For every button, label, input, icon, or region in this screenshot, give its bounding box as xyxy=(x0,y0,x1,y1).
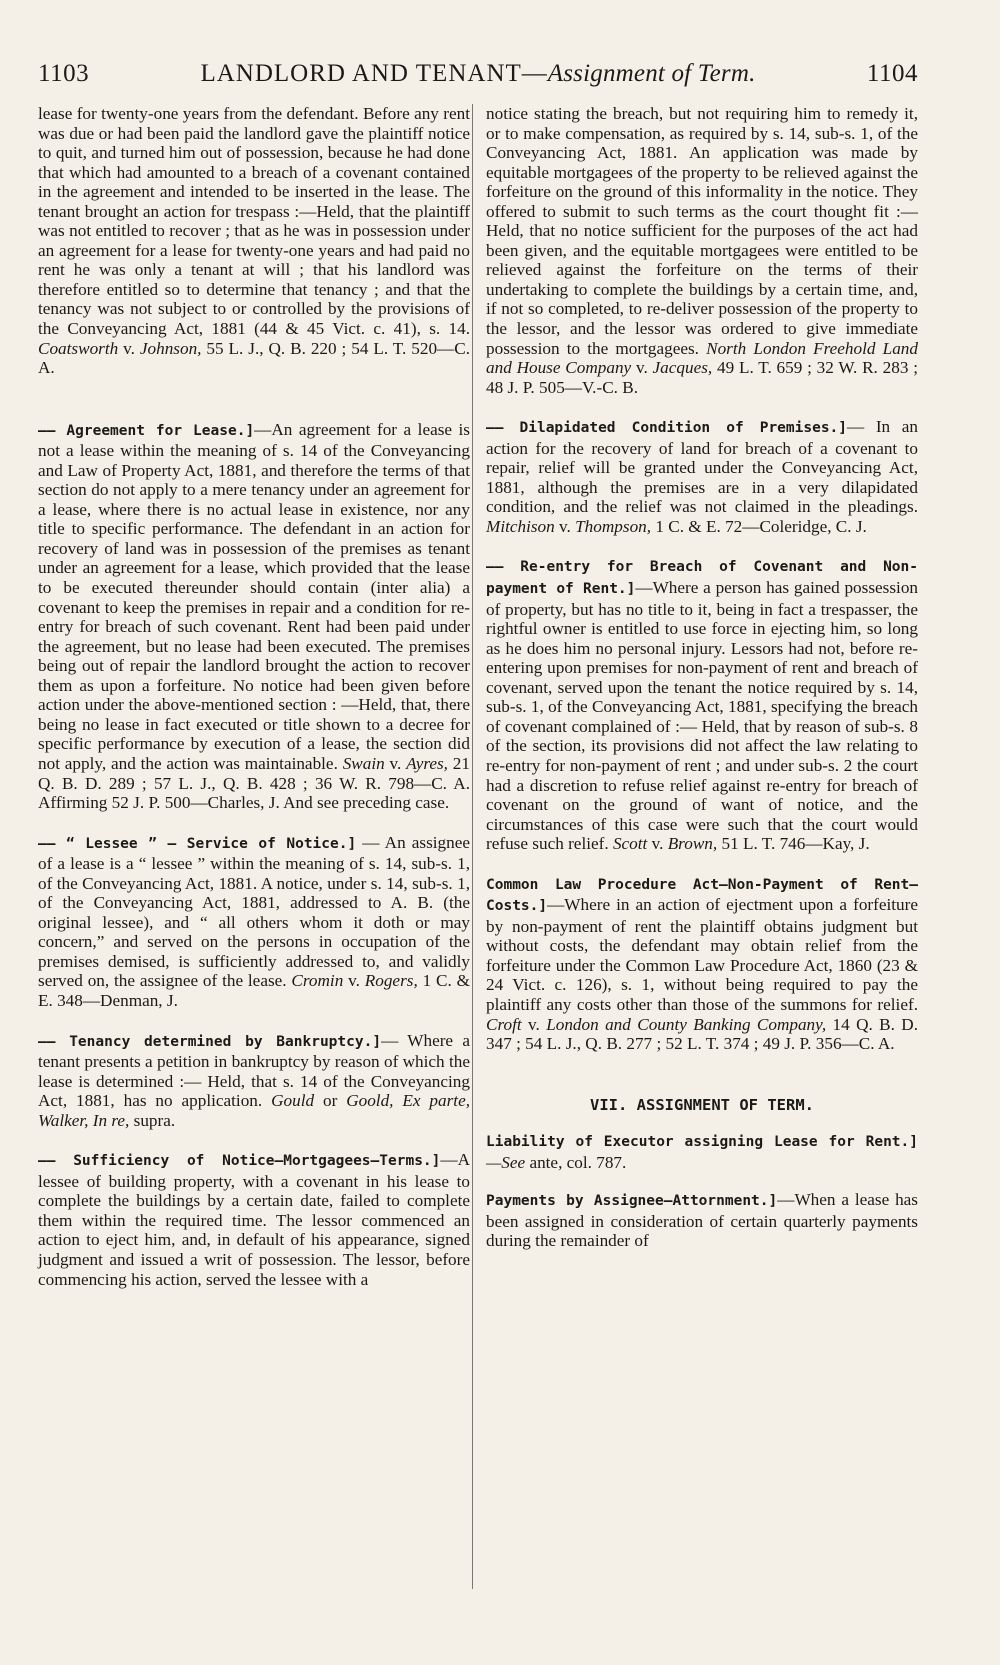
case-name: Croft xyxy=(486,1014,522,1034)
case-name: Brown, xyxy=(667,834,718,854)
entry-text: —Where in an action of ejectment upon a forfeiture by non-payment of rent the plaintiff obtains judgment but without costs, the defendant may obtain relief from the forfeiture under the Common Law Procedure Act, 1860 (23 & 24 Vict. c. 126), s. 1, without being required to pay the plaintiff any costs other than those of the summons for relief. xyxy=(486,895,918,1014)
citation: supra. xyxy=(129,1110,176,1130)
case-versus: v. xyxy=(554,516,576,536)
case-name: Thompson, xyxy=(575,516,652,536)
case-versus: v. xyxy=(118,338,140,358)
citation: 14 Q. B. D. 347 ; 54 L. J., Q. B. 277 ; 52 L. T. 374 ; 49 J. P. 356—C. A. xyxy=(486,1014,918,1054)
entry-paragraph xyxy=(486,104,918,397)
running-title xyxy=(200,60,755,88)
citation: ante, col. 787. xyxy=(525,1152,627,1172)
case-or: or xyxy=(314,1091,347,1111)
case-name: Gould xyxy=(271,1091,315,1111)
case-name: Swain xyxy=(342,753,385,773)
entry-heading: Common Law Procedure Act—Non-Payment of Rent—Costs.] xyxy=(486,876,918,915)
case-name: Cromin xyxy=(291,971,344,991)
case-name: Goold, Ex parte, Walker, In re, xyxy=(38,1091,470,1130)
citation: 51 L. T. 746—Kay, J. xyxy=(717,834,870,854)
right-column xyxy=(486,104,918,1251)
section-heading: VII. ASSIGNMENT OF TERM. xyxy=(590,1095,814,1114)
citation: 21 Q. B. D. 289 ; 57 L. J., Q. B. 428 ; 36 W. R. 798—C. A. Affirming 52 J. P. 500—Charles, J. And see preceding case. xyxy=(38,753,470,813)
entry-text: —When a lease has been assigned in consideration of certain quarterly payments during the remainder of xyxy=(486,1190,918,1251)
running-title-sub: Assignment of Term. xyxy=(547,60,756,87)
case-versus: v. xyxy=(343,971,365,991)
entry-heading: —— Dilapidated Condition of Premises.] xyxy=(486,420,848,437)
column-divider xyxy=(472,104,473,1589)
entry-paragraph xyxy=(486,874,918,1054)
entry-paragraph xyxy=(486,417,918,536)
case-name: North London Freehold Land and House Company xyxy=(486,338,918,378)
citation: 1 C. & E. 348—Denman, J. xyxy=(38,971,470,1010)
entry-paragraph xyxy=(38,104,470,378)
entry-heading: —— Agreement for Lease.] xyxy=(38,422,255,439)
running-header xyxy=(38,60,918,100)
citation: 55 L. J., Q. B. 220 ; 54 L. T. 520—C. A. xyxy=(38,338,470,378)
case-name: Rogers, xyxy=(364,971,418,991)
entry-text: —Where a person has gained possession of property, but has no title to it, being in fact a trespasser, the rightful owner is entitled to use force in ejecting him, so long as he does him no personal injury. Lessors had not, before re-entering upon premises for non-payment of rent and breach of covenant, served upon the tenant the notice required by s. 14, sub-s. 1, of the Conveyancing Act, 1881, specifying the breach of covenant complained of :— Held, that by reason of sub-s. 8 of the section, its provisions did not affect the law relating to re-entry for non-payment of rent ; and under sub-s. 2 the court had a discretion to refuse relief against re-entry for breach of covenant on the ground of want of notice, and the circumstances of this case were such that the court would refuse such relief. xyxy=(486,578,919,854)
entry-paragraph xyxy=(486,1131,918,1172)
cross-reference: —See xyxy=(486,1152,526,1172)
running-title-main: LANDLORD AND TENANT— xyxy=(200,60,548,87)
citation: 1 C. & E. 72—Coleridge, C. J. xyxy=(651,516,867,536)
entry-heading: —— Re-entry for Breach of Covenant and Non-payment of Rent.] xyxy=(486,559,918,598)
case-name: London and County Banking Company, xyxy=(546,1014,827,1034)
entry-text: —An agreement for a lease is not a lease within the meaning of s. 14 of the Conveyancing and Law of Property Act, 1881, and therefore the terms of that section do not apply to a mere tenancy under an agreement for a lease, where there is no actual lease in existence, nor any title to specific performance. The defendant in an action for recovery of land was in possession of the premises as tenant under an agreement for a lease, which provided that the lease to be executed thereunder should contain (inter alia) a covenant to keep the premises in repair and a condition for re-entry for breach of such covenant. Rent had been paid under the agreement, but no lease had been executed. The premises being out of repair the landlord brought the action to recover them as upon a forfeiture. No notice had been given before action under the above-mentioned section : —Held, that, there being no lease in fact executed or title shown to a decree for specific performance by execution of a lease, the section did not apply, and the action was maintainable. xyxy=(38,419,470,773)
entry-paragraph xyxy=(38,1150,470,1289)
entry-paragraph xyxy=(38,1031,470,1131)
case-name: Ayres, xyxy=(406,753,448,773)
entry-heading: Payments by Assignee—Attornment.] xyxy=(486,1193,778,1210)
entry-text: —A lessee of building property, with a covenant in his lease to complete the buildings by a certain date, failed to complete them within the required time. The lessor commenced an action to eject him, and, in default of his appearance, signed judgment and issued a writ of possession. The lessor, before commencing his action, served the lessee with a xyxy=(38,1150,470,1289)
citation: 49 L. T. 659 ; 32 W. R. 283 ; 48 J. P. 505—V.-C. B. xyxy=(486,358,918,397)
case-name: Scott xyxy=(612,834,648,854)
entry-paragraph xyxy=(38,833,470,1011)
case-name: Coatsworth xyxy=(38,338,119,358)
entry-text: — In an action for the recovery of land for breach of a covenant to repair, relief will be granted under the Conveyancing Act, 1881, although the premises are in a very dilapidated condition, and the relief was not claimed in the pleadings. xyxy=(486,417,918,517)
page-number-left: 1103 xyxy=(38,60,90,87)
entry-heading: —— Tenancy determined by Bankruptcy.] xyxy=(38,1033,382,1050)
entry-paragraph xyxy=(486,1190,918,1251)
entry-heading: Liability of Executor assigning Lease for Rent.] xyxy=(486,1134,918,1151)
page-number-right: 1104 xyxy=(866,60,918,87)
case-name: Mitchison xyxy=(486,516,555,536)
entry-paragraph xyxy=(38,420,470,813)
entry-text: notice stating the breach, but not requiring him to remedy it, or to make compensation, as required by s. 14, sub-s. 1, of the Conveyancing Act, 1881. An application was made by equitable mortgagees of the property to be relieved against the forfeiture on the ground of this informality in the notice. They offered to submit to such terms as the court thought fit :—Held, that no notice sufficient for the purposes of the act had been given, and the equitable mortgagees were entitled to be relieved against the forfeiture on the terms of their undertaking to complete the buildings by a certain time, and, if not so completed, to re-deliver possession of the property to the lessor, and the lessor was ordered to give immediate possession to the mortgagees. xyxy=(486,104,918,358)
left-column xyxy=(38,104,470,1289)
entry-paragraph xyxy=(486,556,918,853)
case-name: Jacques, xyxy=(652,358,713,378)
case-versus: v. xyxy=(647,834,668,854)
entry-heading: —— Sufficiency of Notice—Mortgagees—Terms.] xyxy=(38,1153,441,1170)
entry-text: lease for twenty-one years from the defendant. Before any rent was due or had been paid the landlord gave the plaintiff notice to quit, and turned him out of possession, because he had done that which had amounted to a breach of a covenant contained in the agreement and intended to be inserted in the lease. The tenant brought an action for trespass :—Held, that the plaintiff was not entitled to recover ; that as he was in possession under an agreement for a lease for twenty-one years and had paid no rent he was only a tenant at will ; that his landlord was therefore entitled so to determine that tenancy ; and that the tenancy was not subject to or controlled by the provisions of the Conveyancing Act, 1881 (44 & 45 Vict. c. 41), s. 14. xyxy=(38,104,470,339)
case-name: Johnson, xyxy=(139,338,202,358)
case-versus: v. xyxy=(521,1014,547,1034)
case-versus: v. xyxy=(384,753,407,773)
entry-heading: —— “ Lessee ” — Service of Notice.] xyxy=(38,835,357,852)
entry-text: — Where a tenant presents a petition in bankruptcy by reason of which the lease is determined :— Held, that s. 14 of the Conveyancing Act, 1881, has no application. xyxy=(38,1030,470,1111)
case-versus: v. xyxy=(631,358,653,378)
entry-text: — An assignee of a lease is a “ lessee ” within the meaning of s. 14, sub-s. 1, of the Conveyancing Act, 1881. A notice, under s. 14, sub-s. 1, of the Conveyancing Act, 1881, addressed to A. B. (the original lessee), and “ all others whom it doth or may concern,” and served on the persons in occupation of the premises demised, is sufficiently addressed to, and validly served on, the assignee of the lease. xyxy=(38,832,470,991)
